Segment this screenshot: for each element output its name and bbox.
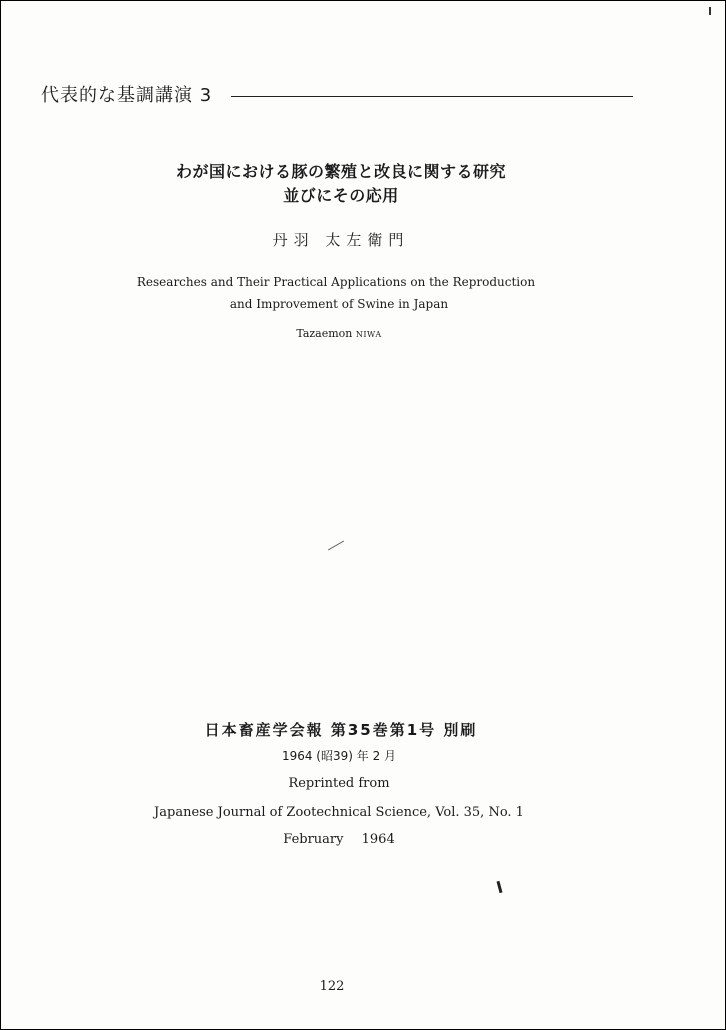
author-jp: 丹羽 太左衛門 bbox=[272, 231, 410, 249]
reprinted-from: Reprinted from bbox=[288, 776, 390, 791]
title-jp-line1: わが国における豚の繁殖と改良に関する研究 bbox=[175, 162, 506, 181]
stray-mark bbox=[328, 541, 344, 551]
date-en bbox=[1, 832, 677, 847]
section-rule bbox=[231, 96, 633, 97]
author-en-family: NIWA bbox=[355, 330, 382, 339]
page-number: 122 bbox=[319, 979, 345, 994]
author-en-given: Tazaemon bbox=[296, 327, 356, 340]
title-jp-line2: 並びにその応用 bbox=[283, 186, 399, 205]
author-en bbox=[1, 327, 677, 340]
journal-en: Japanese Journal of Zootechnical Science, Vol. 35, No. 1 bbox=[154, 805, 524, 820]
title-en-line1: Researches and Their Practical Applications on the Reproduction bbox=[136, 275, 536, 289]
stray-mark-right bbox=[496, 881, 502, 893]
date-jp: 1964 (昭39) 年 2 月 bbox=[281, 749, 397, 763]
edge-mark bbox=[709, 7, 711, 15]
section-header: 代表的な基調講演 3 bbox=[41, 85, 213, 106]
date-en-year: 1964 bbox=[361, 832, 395, 847]
journal-jp: 日本畜産学会報 第35巻第1号 別刷 bbox=[204, 721, 478, 739]
date-en-month: February bbox=[283, 832, 344, 847]
title-en-line2: and Improvement of Swine in Japan bbox=[229, 297, 449, 311]
